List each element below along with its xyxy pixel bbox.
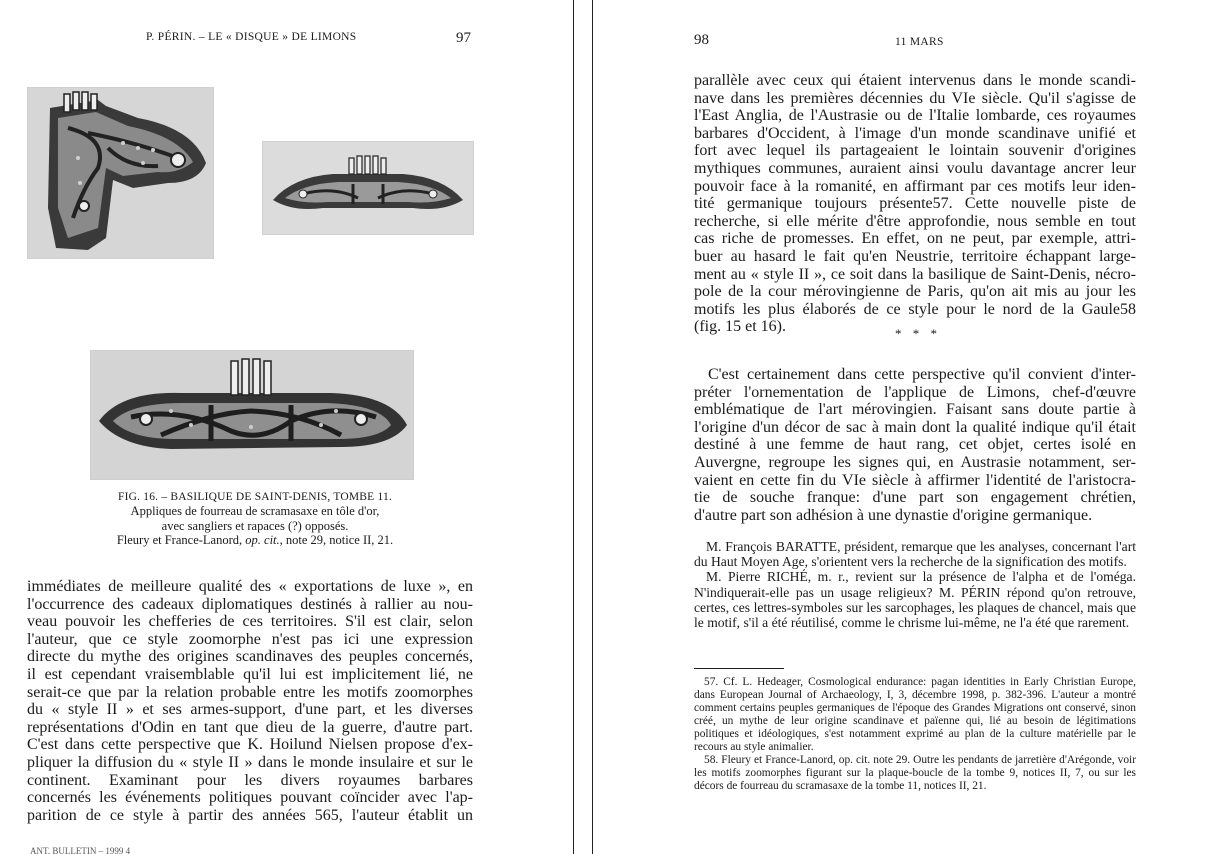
text-line: (fig. 15 et 16). <box>694 318 786 336</box>
caption-line <box>60 533 450 547</box>
figure-applique-large <box>90 350 414 480</box>
text-line: mythiques communes, auraient ainsi voulu davantage ancrer leur <box>694 159 1136 177</box>
right-body-para2 <box>694 366 1136 524</box>
text-line: pole de la cour mérovingienne de Paris, qu'on ait mis au jour les <box>694 283 1136 301</box>
text-line: du « style II » et ses armes-support, d'une part, et les diverses <box>27 701 473 719</box>
text-line: l'East Anglia, de l'Austrasie ou de l'Italie lombarde, ces royaumes <box>694 107 1136 125</box>
text-line: parallèle avec ceux qui étaient intervenus dans le monde scandi- <box>694 72 1136 89</box>
text-line: représentations d'Odin en tant que dieu de la guerre, d'autre part. <box>27 718 473 736</box>
text-line: l'origine d'un décor de sac à main dont la qualité indique qu'il était <box>694 418 1136 436</box>
text-line: continent. Examinant pour les divers royaumes barbares <box>27 771 473 789</box>
text-line: motifs les plus élaborés de ce style pour le nord de la Gaule58 <box>694 300 1136 318</box>
text-line: tie de souche franque: d'une part son engagement chrétien, <box>694 489 1136 507</box>
footnote-57: 57. Cf. L. Hedeager, Cosmological endurance: pagan identities in Early Christian Europe, dans European Journal of Archaeology, I, 3, décembre 1998, p. 382-396. L'auteur a montré comment certains peuples germaniques de l'époque des Grandes Migrations ont conservé, sinon créé, un mythe de leur origine scandinave et païenne qui, lié au besoin de légitimations politiques et idéologiques, s'est notamment exprimé au plan de la culture matérielle par le recours au style animalier. <box>694 676 1136 753</box>
right-body-para1 <box>694 72 1136 336</box>
text-line: pouvoir face à la romanité, en affirmant par ces motifs leur iden- <box>694 177 1136 195</box>
left-body-text <box>27 578 473 824</box>
text-line: C'est certainement dans cette perspective qu'il convient d'inter- <box>708 366 1136 383</box>
text-line: cas riche de promesses. En effet, on ne peut, par exemple, attri- <box>694 230 1136 248</box>
caption-title: FIG. 16. – BASILIQUE DE SAINT-DENIS, TOMBE 11. <box>117 491 393 503</box>
caption-italic: op. cit. <box>245 533 280 548</box>
discussion-section <box>694 539 1136 630</box>
text-line: vaient en cette fin du VIe siècle à affirmer l'identité de l'aristocra- <box>694 471 1136 489</box>
text-line: d'autre part son adhésion à une dynastie d'origine germanique. <box>694 506 1093 524</box>
text-line: directe du mythe des origines scandinaves des peuples concernés, <box>27 648 473 666</box>
text-line: Auvergne, regroupe les signes qui, en Austrasie notamment, ser- <box>694 453 1136 471</box>
page-footer-cut: ANT. BULLETIN – 1999 4 <box>30 846 131 854</box>
discussion-paragraph: M. Pierre RICHÉ, m. r., revient sur la présence de l'alpha et de l'oméga. N'indiquerait-elle pas un usage religieux? M. PÉRIN répond qu'on retrouve, certes, ces lettres-symboles sur les sarcophages, les plaques de chancel, mais que le motif, s'il a été réutilisé, comme le chrisme lui-même, ne l'a été que rarement. <box>694 569 1136 631</box>
text-line: emblématique de l'art mérovingien. Faisant sans doute partie à <box>694 401 1136 419</box>
text-line: concernés les événements politiques pouvant coïncider avec l'ap- <box>27 789 473 807</box>
text-line: tité germanique toujours présente57. Cette nouvelle piste de <box>694 195 1136 213</box>
footnote-58: 58. Fleury et France-Lanord, op. cit. note 29. Outre les pendants de jarretière d'Arégonde, voir les motifs zoomorphes figurant sur la plaque-boucle de la tombe 9, notices II, 7, ou sur les décors de fourreau du scramasaxe de la tombe 11, notices II, 21. <box>694 754 1136 792</box>
running-header-right: 11 MARS <box>895 36 944 48</box>
figure-caption <box>60 490 450 548</box>
text-line: préter l'ornementation de l'applique de Limons, chef-d'œuvre <box>694 383 1136 401</box>
text-line: pliquer la diffusion du « style II » dans le monde insulaire et sur le <box>27 753 473 771</box>
caption-line: avec sangliers et rapaces (?) opposés. <box>161 518 349 533</box>
figure-applique-l-shaped <box>27 87 214 259</box>
text-line: veau pouvoir les chefferies de ces territoires. S'il est clair, selon <box>27 613 473 631</box>
text-line: serait-ce que par la relation probable entre les motifs zoomorphes <box>27 683 473 701</box>
running-header-left: P. PÉRIN. – LE « DISQUE » DE LIMONS <box>146 31 357 43</box>
page-number-right: 98 <box>694 32 709 48</box>
figure-applique-small <box>262 141 474 235</box>
text-line: l'auteur, que ce style zoomorphe n'est pas ici une expression <box>27 630 473 648</box>
text-line: parition de ce style à partir des années 565, l'auteur établit un <box>27 806 473 824</box>
discussion-paragraph: M. François BARATTE, président, remarque que les analyses, concernant l'art du Haut Moyen Age, s'orientent vers la recherche de la signification des motifs. <box>694 539 1136 570</box>
caption-text: Fleury et France-Lanord, <box>116 533 246 548</box>
text-line: il est cependant vraisemblable qu'il lui est implicitement lié, ne <box>27 665 473 683</box>
text-line: C'est dans cette perspective que K. Hoilund Nielsen propose d'ex- <box>27 736 473 754</box>
text-line: nave dans les premières décennies du VIe siècle. Qu'il s'agisse de <box>694 89 1136 107</box>
left-page <box>0 0 573 854</box>
book-gutter <box>573 0 593 854</box>
text-line: l'occurrence des cadeaux diplomatiques destinés à rallier au nou- <box>27 595 473 613</box>
text-line: ment au « style II », ce soit dans la basilique de Saint-Denis, nécro- <box>694 265 1136 283</box>
page-edge-left <box>573 0 574 854</box>
section-break-stars: * * * <box>895 326 941 341</box>
text-line: recherche, si elle mérite d'être approfondie, nous semble en tout <box>694 212 1136 230</box>
footnote-rule <box>694 668 784 669</box>
footnotes <box>694 676 1136 793</box>
page-number-left: 97 <box>456 30 471 46</box>
caption-text: , note 29, notice II, 21. <box>279 533 394 548</box>
text-line: barbares d'Occident, à l'image d'un monde scandinave unifié et <box>694 124 1136 142</box>
text-line: buer au hasard le fait qu'en Neustrie, territoire échappant large- <box>694 247 1136 265</box>
text-line: fort avec lequel ils partageaient le lointain souvenir d'origines <box>694 142 1136 160</box>
text-line: destiné à une femme de haut rang, cet objet, certes isolé en <box>694 436 1136 454</box>
caption-line: Appliques de fourreau de scramasaxe en tôle d'or, <box>130 504 380 519</box>
text-line: immédiates de meilleure qualité des « exportations de luxe », en <box>27 578 473 595</box>
